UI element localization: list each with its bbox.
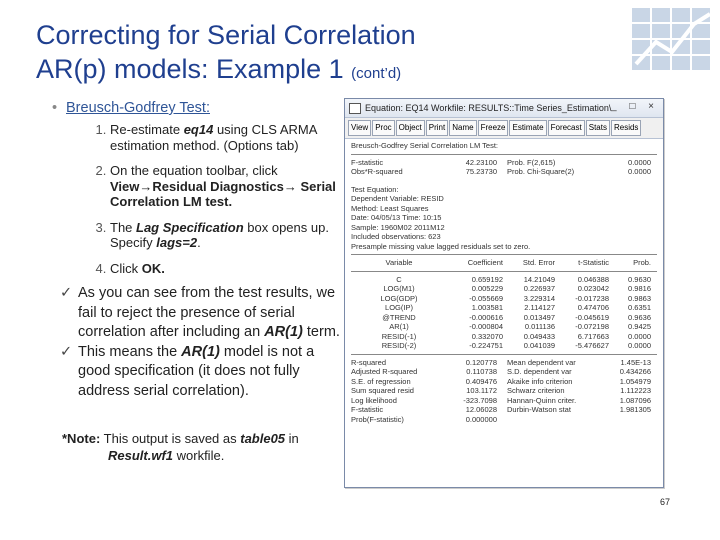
toolbar-view-button[interactable]: View xyxy=(348,120,371,136)
title-line-2 xyxy=(36,52,416,91)
toolbar-name-button[interactable]: Name xyxy=(449,120,476,136)
list-item: 1. Re-estimate eq14 using CLS ARMA estimation method. (Options tab) xyxy=(110,122,342,153)
list-item: ✓ This means the AR(1) model is not a good specification (it does not fully address serial correlation). xyxy=(52,343,342,402)
title-line-1: Correcting for Serial Correlation xyxy=(36,20,416,50)
toolbar-freeze-button[interactable]: Freeze xyxy=(478,120,509,136)
bullet-breusch-godfrey xyxy=(52,100,342,116)
chart-logo-icon xyxy=(632,8,712,72)
toolbar-forecast-button[interactable]: Forecast xyxy=(548,120,585,136)
checkmark-icon: ✓ xyxy=(60,343,73,360)
test-info: Test Equation: Dependent Variable: RESID Method: Least Squares Date: 04/05/13 Time: 10:15 Sample: 1960M02 2011M12 Included observations: 623 Presample missing value lagged residuals set to zero. xyxy=(351,184,531,251)
output-heading: Breusch-Godfrey Serial Correlation LM Test: xyxy=(351,141,499,150)
window-titlebar[interactable] xyxy=(345,99,663,118)
slide-title xyxy=(36,18,416,91)
list-item: 4. Click OK. xyxy=(110,261,342,277)
list-item: ✓ As you can see from the test results, we fail to reject the presence of serial correlation after including an AR(1) term. xyxy=(52,284,342,343)
equation-toolbar xyxy=(345,118,663,139)
toolbar-estimate-button[interactable]: Estimate xyxy=(509,120,546,136)
checkmark-icon: ✓ xyxy=(60,285,73,301)
steps-list xyxy=(52,122,342,276)
window-controls[interactable]: _ □ × xyxy=(611,101,659,112)
footnote: *Note: This output is saved as table05 in Result.wf1 workfile. xyxy=(62,431,299,463)
window-title: Equation: EQ14 Workfile: RESULTS::Time Series_Estimation\ xyxy=(365,103,612,113)
bullet-text: Breusch-Godfrey Test: xyxy=(66,100,210,116)
eviews-equation-window[interactable] xyxy=(344,98,664,488)
estimation-output xyxy=(345,139,663,426)
test-stats: F-statistic 42.23100 Prob. F(2,615) 0.0000 Obs*R-squared 75.23730 Prob. Chi-Square(2) 0.0000 xyxy=(351,157,651,176)
toolbar-object-button[interactable]: Object xyxy=(396,120,425,136)
conclusions xyxy=(52,284,342,401)
toolbar-resids-button[interactable]: Resids xyxy=(611,120,641,136)
toolbar-print-button[interactable]: Print xyxy=(426,120,448,136)
window-menu-icon[interactable] xyxy=(349,103,361,114)
summary-stats: R-squared 0.120778 Mean dependent var 1.45E-13 Adjusted R-squared 0.110738 S.D. dependent var 0.434266 S.E. of regression 0.409476 Akaike info criterion 1.054979 Sum squared resid 103.1172 Schwarz criterion 1.112223 Log likelihood -323.7098 Hannan-Quinn criter. 1.087096 F-statistic 12.06028 Durbin-Watson stat 1.981305 Prob(F-statistic) 0.000000 xyxy=(351,357,651,424)
list-item: 2. On the equation toolbar, click View→Residual Diagnostics→ Serial Correlation LM test. xyxy=(110,163,342,210)
instructions xyxy=(52,100,342,401)
title-line-2-text: AR(p) models: Example 1 xyxy=(36,54,344,84)
coefficient-header: Variable Coefficient Std. Error t-Statistic Prob. xyxy=(385,258,651,267)
page-number: 67 xyxy=(660,497,671,507)
list-item: 3. The Lag Specification box opens up. Specify lags=2. xyxy=(110,220,342,251)
coefficient-table: C 0.659192 14.21049 0.046388 0.9630 LOG(M1) 0.005229 0.226937 0.023042 0.9816 LOG(GDP) -0.055669 3.229314 -0.017238 0.9863 LOG(IP) 1.003581 2.114127 0.474706 0.6351 @TREND -0.000616 0.013497 -0.045619 0.9636 AR(1) -0.000804 0.011136 -0.072198 0.9425 RESID(-1) 0.332070 0.049433 6.717663 0.0000 RESID(-2) -0.224751 0.041039 -5.476627 0.0000 xyxy=(380,274,651,350)
bullet-dot-icon: • xyxy=(52,100,58,116)
title-suffix: (cont’d) xyxy=(351,65,402,82)
toolbar-stats-button[interactable]: Stats xyxy=(586,120,610,136)
toolbar-proc-button[interactable]: Proc xyxy=(372,120,394,136)
